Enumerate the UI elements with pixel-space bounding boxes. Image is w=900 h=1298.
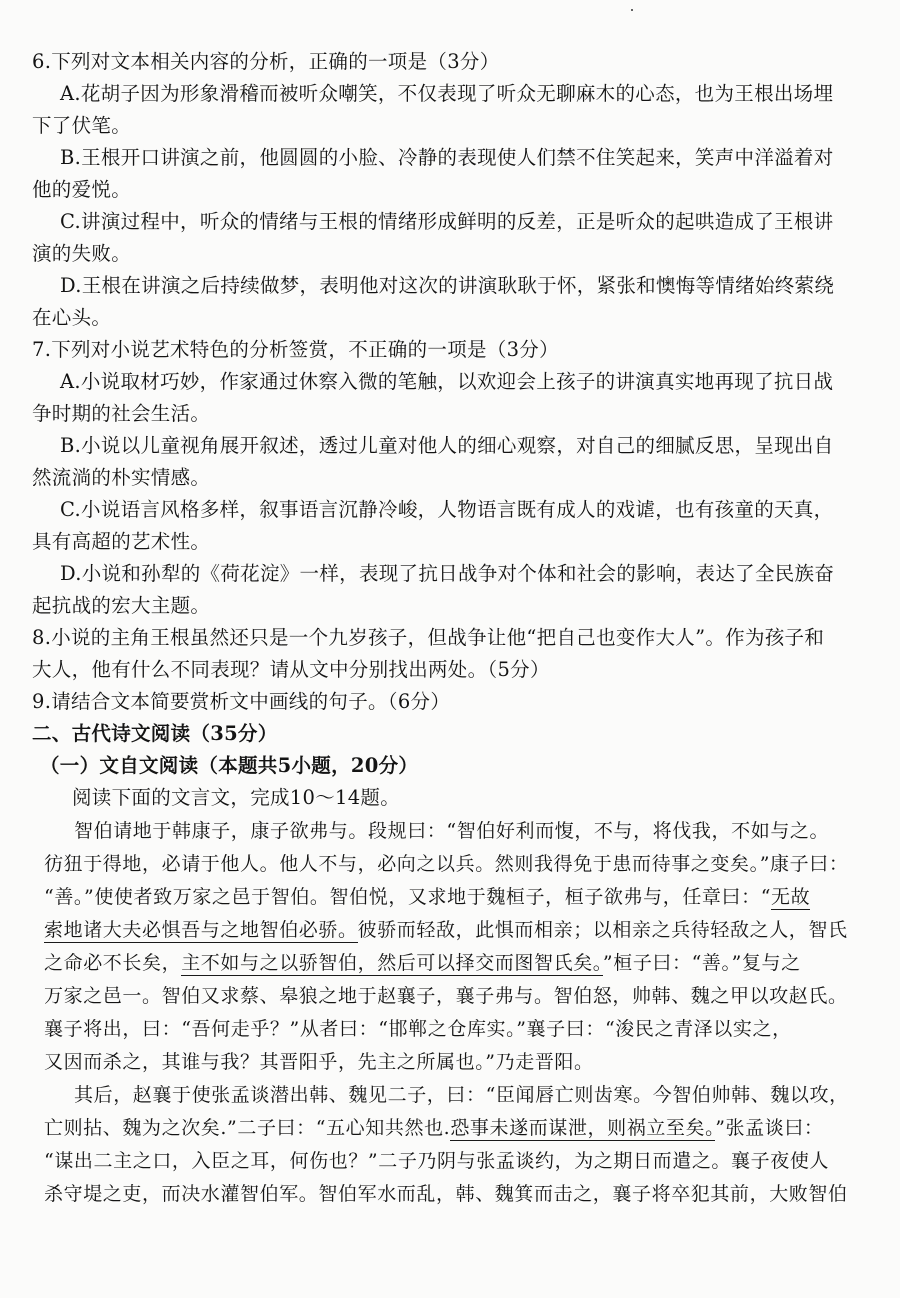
passage-line: 之命必不长矣，主不如与之以骄智伯，然后可以择交而图智氏矣。”桓子曰：“善。”复与之 [44, 952, 801, 974]
reading-instruction: 阅读下面的文言文，完成10～14题。 [72, 786, 401, 809]
passage-line: “谋出二主之口，入臣之耳，何伤也？”二子乃阴与张孟谈约，为之期日而遣之。襄子夜使人 [44, 1150, 830, 1172]
q6-option-d: D.王根在讲演之后持续做梦，表明他对这次的讲演耿耿于怀，紧张和懊悔等情绪始终萦绕 [60, 274, 835, 297]
q8-stem-cont: 大人，他有什么不同表现？请从文中分别找出两处。（5分） [32, 658, 550, 681]
passage-line: 索地诸大夫必惧吾与之地智伯必骄。彼骄而轻敌，此惧而相亲；以相亲之兵待轻敌之人，智氏 [44, 919, 848, 941]
q6-stem: 6.下列对文本相关内容的分析，正确的一项是（3分） [32, 50, 500, 73]
q7-option-b: B.小说以儿童视角展开叙述，透过儿童对他人的细心观察，对自己的细腻反思，呈现出自 [60, 434, 834, 457]
section-heading: 二、古代诗文阅读（35分） [32, 722, 278, 745]
q9-stem: 9.请结合文本简要赏析文中画线的句子。（6分） [32, 690, 451, 713]
underlined-sentence: 恐事未遂而谋泄，则祸立至矣。 [450, 1117, 716, 1139]
passage-line: 亡则拈、魏为之次矣.”二子曰：“五心知共然也.恐事未遂而谋泄，则祸立至矣。”张孟谈曰： [44, 1117, 824, 1139]
passage-line: 杀守堤之吏，而决水灌智伯军。智伯军水而乱，韩、魏箕而击之，襄子将卒犯其前，大败智伯 [44, 1183, 848, 1205]
q7-option-d-cont: 起抗战的宏大主题。 [32, 594, 211, 617]
passage-line: “善。”使使者致万家之邑于智伯。智伯悦，又求地于魏桓子，桓子欲弗与，任章曰：“无故 [44, 886, 811, 908]
scan-speck [631, 9, 633, 11]
q6-option-b-cont: 他的爱悦。 [32, 178, 132, 201]
q6-option-a: A.花胡子因为形象滑稽而被听众嘲笑，不仅表现了听众无聊麻木的心态，也为王根出场埋 [60, 82, 834, 105]
q7-option-d: D.小说和孙犁的《荷花淀》一样，表现了抗日战争对个体和社会的影响，表达了全民族奋 [60, 562, 835, 585]
passage-line: 其后，赵襄于使张孟谈潜出韩、魏见二子，曰：“臣闻唇亡则齿寒。今智伯帅韩、魏以攻， [74, 1084, 849, 1106]
q6-option-a-cont: 下了伏笔。 [32, 114, 132, 137]
passage-line: 又因而杀之，其谁与我？其晋阳乎，先主之所属也。”乃走晋阳。 [44, 1051, 594, 1073]
passage-line: 襄子将出，曰：“吾何走乎？”从者曰：“邯郸之仓库实。”襄子曰：“浚民之青泽以实之， [44, 1018, 792, 1040]
q8-stem: 8.小说的主角王根虽然还只是一个九岁孩子，但战争让他“把自己也变作大人”。作为孩子和 [32, 626, 825, 649]
q6-option-b: B.王根开口讲演之前，他圆圆的小脸、冷静的表现使人们禁不住笑起来，笑声中洋溢着对 [60, 146, 834, 169]
q7-option-c: C.小说语言风格多样，叙事语言沉静冷峻，人物语言既有成人的戏谑，也有孩童的天真， [60, 498, 834, 521]
q6-option-c: C.讲演过程中，听众的情绪与王根的情绪形成鲜明的反差，正是听众的起哄造成了王根讲 [60, 210, 834, 233]
underlined-sentence: 索地诸大夫必惧吾与之地智伯必骄。 [44, 919, 358, 941]
q6-option-d-cont: 在心头。 [32, 306, 112, 329]
q6-option-c-cont: 演的失败。 [32, 242, 132, 265]
underlined-sentence: 无故 [771, 886, 811, 908]
q7-option-a: A.小说取材巧妙，作家通过休察入微的笔触，以欢迎会上孩子的讲演真实地再现了抗日战 [60, 370, 834, 393]
passage-line: 万家之邑一。智伯又求蔡、皋狼之地于赵襄子，襄子弗与。智伯怒，帅韩、魏之甲以攻赵氏。 [44, 985, 848, 1007]
q7-option-c-cont: 具有高超的艺术性。 [32, 530, 211, 553]
subsection-heading: （一）文自文阅读（本题共5小题，20分） [40, 754, 419, 777]
q7-stem: 7.下列对小说艺术特色的分析签赏，不正确的一项是（3分） [32, 338, 559, 361]
passage-line: 彷狃于得地，必请于他人。他人不与，必向之以兵。然则我得免于患而待事之变矣。”康子曰： [44, 853, 849, 875]
underlined-sentence: 主不如与之以骄智伯，然后可以择交而图智氏矣。 [181, 952, 603, 974]
passage-line: 智伯请地于韩康子，康子欲弗与。段规曰：“智伯好利而愎，不与，将伐我，不如与之。 [74, 820, 830, 842]
q7-option-b-cont: 然流淌的朴实情感。 [32, 466, 211, 489]
q7-option-a-cont: 争时期的社会生活。 [32, 402, 211, 425]
